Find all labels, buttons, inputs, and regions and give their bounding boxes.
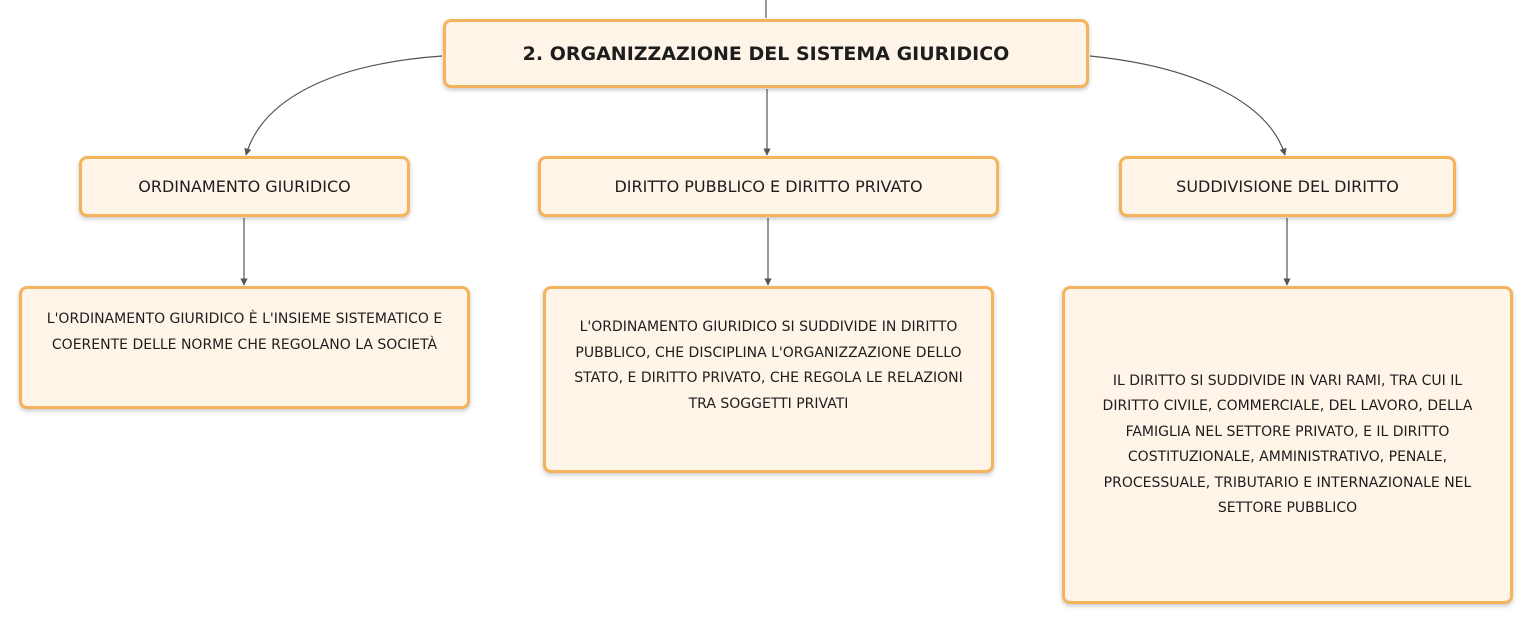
detail-text: L'ORDINAMENTO GIURIDICO È L'INSIEME SISTEMATICO E COERENTE DELLE NORME CHE REGOLANO LA SOCIETÀ: [46, 311, 443, 353]
topic-label: DIRITTO PUBBLICO E DIRITTO PRIVATO: [614, 177, 923, 196]
detail-node-diritto-pubblico-privato[interactable]: [543, 286, 994, 473]
detail-node-suddivisione-diritto[interactable]: [1062, 286, 1513, 604]
topic-node-suddivisione-diritto[interactable]: [1119, 156, 1456, 217]
topic-node-diritto-pubblico-privato[interactable]: [538, 156, 999, 217]
root-node[interactable]: [443, 19, 1089, 88]
connector-root-to-topic-3: [1090, 56, 1285, 155]
topic-node-ordinamento-giuridico[interactable]: [79, 156, 410, 217]
topic-label: SUDDIVISIONE DEL DIRITTO: [1176, 177, 1399, 196]
topic-label: ORDINAMENTO GIURIDICO: [138, 177, 351, 196]
detail-text: IL DIRITTO SI SUDDIVIDE IN VARI RAMI, TRA CUI IL DIRITTO CIVILE, COMMERCIALE, DEL LAVORO, DELLA FAMIGLIA NEL SETTORE PRIVATO, E IL DIRITTO COSTITUZIONALE, AMMINISTRATIVO, PENALE, PROCESSUALE, TRIBUTARIO E INTERNAZIONALE NEL SETTORE PUBBLICO: [1102, 372, 1473, 516]
detail-node-ordinamento-giuridico[interactable]: [19, 286, 470, 409]
root-label: 2. ORGANIZZAZIONE DEL SISTEMA GIURIDICO: [522, 42, 1010, 65]
detail-text: L'ORDINAMENTO GIURIDICO SI SUDDIVIDE IN DIRITTO PUBBLICO, CHE DISCIPLINA L'ORGANIZZAZIONE DELLO STATO, E DIRITTO PRIVATO, CHE REGOLA LE RELAZIONI TRA SOGGETTI PRIVATI: [574, 319, 963, 412]
connector-root-to-topic-1: [246, 56, 442, 155]
